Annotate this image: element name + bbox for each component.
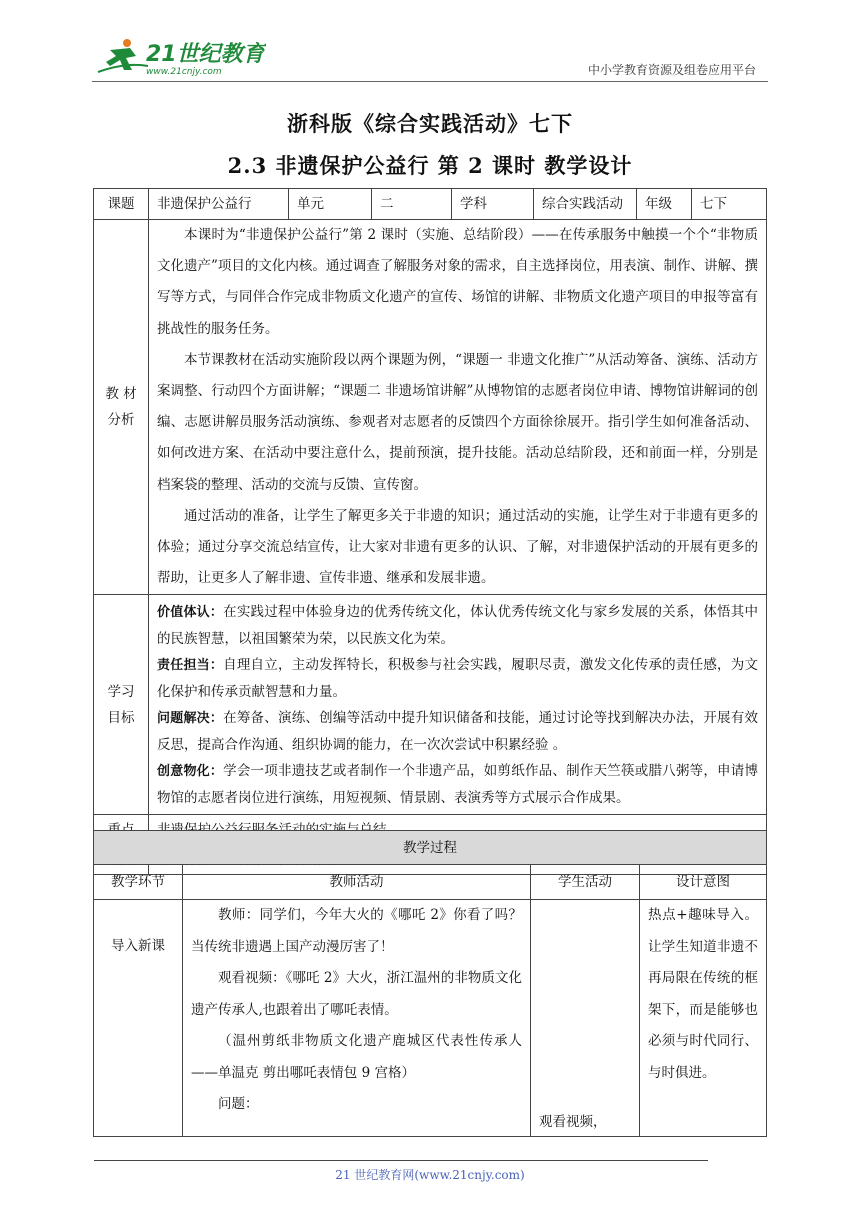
col-teacher: 教师活动 <box>183 865 531 900</box>
goal-item: 问题解决：在筹备、演练、创编等活动中提升知识储备和技能，通过讨论等找到解决办法，开展有效反思，提高合作沟通、组织协调的能力，在一次次尝试中积累经验 。 <box>157 709 758 753</box>
analysis-row <box>94 220 767 595</box>
goals-label: 学习 目标 <box>94 595 149 815</box>
grade-label: 年级 <box>637 189 692 220</box>
analysis-paragraph: 本课时为“非遗保护公益行”第 2 课时（实施、总结阶段）——在传承服务中触摸一个个“非物质文化遗产”项目的文化内核。通过调查了解服务对象的需求，自主选择岗位，用表演、制作、讲解、撰写等方式，与同伴合作完成非物质文化遗产的宣传、场馆的讲解、非物质文化遗产项目的申报等富有挑战性的服务任务。 <box>157 227 758 337</box>
goal-item: 价值体认：在实践过程中体验身边的优秀传统文化，体认优秀传统文化与家乡发展的关系，体悟其中的民族智慧，以祖国繁荣为荣，以民族文化为荣。 <box>157 603 758 647</box>
design-intent: 热点+趣味导入。让学生知道非遗不再局限在传统的框架下，而是能够也必须与时代同行、与时俱进。 <box>640 900 767 1137</box>
subject-value: 综合实践活动 <box>534 189 637 220</box>
analysis-content <box>149 220 767 595</box>
site-logo[interactable] <box>96 36 266 80</box>
footer-text[interactable]: 21 世纪教育网(www.21cnjy.com) <box>335 1168 525 1182</box>
topic-value: 非遗保护公益行 <box>149 189 289 220</box>
logo-figure-head <box>123 39 131 47</box>
analysis-paragraph: 通过活动的准备，让学生了解更多关于非遗的知识；通过活动的实施，让学生对于非遗有更多的体验；通过分享交流总结宣传，让大家对非遗有更多的认识、了解，对非遗保护活动的开展有更多的帮助，让更多人了解非遗、宣传非遗、继承和发展非遗。 <box>157 507 758 587</box>
teaching-process-table <box>93 830 767 1137</box>
footer-divider <box>94 1160 708 1161</box>
analysis-paragraph: 本节课教材在活动实施阶段以两个课题为例，“课题一 非遗文化推广”从活动筹备、演练、活动方案调整、行动四个方面讲解；“课题二 非遗场馆讲解”从博物馆的志愿者岗位申请、博物馆讲解词的创编、志愿讲解员服务活动演练、参观者对志愿者的反馈四个方面徐徐展开。指引学生如何准备活动、如何改进方案、在活动中要注意什么，提前预演，提升技能。活动总结阶段，还和前面一样，分别是档案袋的整理、活动的交流与反馈、宣传窗。 <box>157 351 758 493</box>
stage-name: 导入新课 <box>94 900 183 1137</box>
teacher-activity: 教师：同学们，今年大火的《哪吒 2》你看了吗？当传统非遗遇上国产动漫厉害了！ 观看视频：《哪吒 2》大火，浙江温州的非物质文化遗产传承人,也跟着出了哪吒表情。 （温州剪纸非物质文化遗产鹿城区代表性传承人——单温克 剪出哪吒表情包 9 宫格） 问题： <box>183 900 531 1137</box>
goal-item: 责任担当：自理自立，主动发挥特长，积极参与社会实践，履职尽责，激发文化传承的责任感，为文化保护和传承贡献智慧和力量。 <box>157 656 758 700</box>
doc-subtitle: 2.3 非遗保护公益行 第 2 课时 教学设计 <box>227 153 633 178</box>
doc-title: 浙科版《综合实践活动》七下 <box>287 111 573 136</box>
topic-label: 课题 <box>94 189 149 220</box>
logo-url: www.21cnjy.com <box>146 67 222 77</box>
subject-label: 学科 <box>452 189 534 220</box>
student-activity: 观看视频， <box>531 900 640 1137</box>
analysis-label: 教 材 分析 <box>94 220 149 595</box>
col-intent: 设计意图 <box>640 865 767 900</box>
process-title: 教学过程 <box>94 831 767 865</box>
process-row <box>94 900 767 1137</box>
platform-name: 中小学教育资源及组卷应用平台 <box>587 63 756 77</box>
info-header-row <box>94 189 767 220</box>
unit-label: 单元 <box>289 189 372 220</box>
unit-value: 二 <box>372 189 452 220</box>
goals-row <box>94 595 767 815</box>
col-student: 学生活动 <box>531 865 640 900</box>
process-header-row <box>94 865 767 900</box>
goals-content <box>149 595 767 815</box>
process-title-row <box>94 831 767 865</box>
goal-item: 创意物化：学会一项非遗技艺或者制作一个非遗产品，如剪纸作品、制作天竺筷或腊八粥等，申请博物馆的志愿者岗位进行演练，用短视频、情景剧、表演秀等方式展示合作成果。 <box>157 762 758 806</box>
logo-text: 21世纪教育 <box>146 42 265 67</box>
lesson-info-table <box>93 188 767 875</box>
header-divider <box>92 81 768 82</box>
col-stage: 教学环节 <box>94 865 183 900</box>
grade-value: 七下 <box>692 189 767 220</box>
